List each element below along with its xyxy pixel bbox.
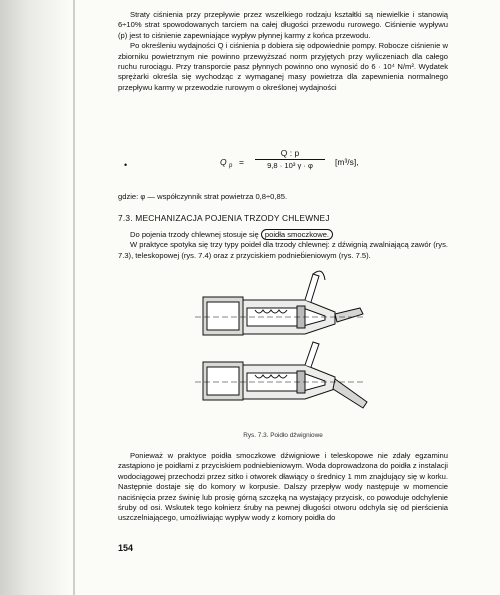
formula-lhs-subscript: p — [229, 163, 233, 169]
formula-equals: = — [239, 157, 244, 167]
formula-explanation: gdzie: φ — współczynnik strat powietrza 0,8÷0,85. — [118, 192, 288, 201]
paragraph-pump-selection: Po określeniu wydajności Q i ciśnienia p dobiera się odpowiednie pompy. Robocze ciśnienie w zbiorniku powietrznym nie powinno przewyższać norm przyjętych przy wyliczeniach dla całego ruchu rurociągu. Przy transporcie pasz płynnych powinno ono wynosić do 6 · 10⁴ N/m². Wydatek sprężarki określa się wychodząc z wymaganej masy powietrza dla zapewnienia normalnego przepływu karmy w przewodzie rurowym o określonej wydajności — [118, 41, 448, 92]
formula-fraction-bar — [255, 159, 325, 160]
lever-drinker-figure — [185, 262, 385, 432]
paragraph-pressure-loss: Straty ciśnienia przy przepływie przez wszelkiego rodzaju kształtki są niewielkie i stanowią 6÷10% strat spowodowanych tarciem na całej długości przewodu rurowego. Ciśnienie wypływu (p) jest to ciśnienie zapewniające wypływ płynnej karmy z końca przewodu. — [118, 10, 448, 40]
bottom-text-block — [118, 451, 448, 524]
bullet-mark: • — [124, 160, 128, 170]
book-spine-line — [73, 0, 75, 595]
formula-lhs: Q — [220, 157, 227, 167]
drinker-drawing-bottom — [195, 342, 367, 408]
section-intro-lead: Do pojenia trzody chlewnej stosuje się — [130, 230, 259, 239]
paragraph-palate-drinker: Ponieważ w praktyce poidła smoczkowe dźwigniowe i teleskopowe nie zdały egzaminu zastąpiono je poidłami z przyciskiem podniebieniowym. Woda doprowadzona do poidła z instalacji wodociągowej przechodzi przez sitko i otworek dławiący o średnicy 1 mm znajdujący się w korku. Następnie dostaje się do komory w korpusie. Dalszy przepływ wody następuje w momencie naciśnięcia przez świnię lub prosię górną szczęką na wystający przycisk, co powoduje odchylenie śruby od osi. Wskutek tego kołnierz śruby na pewnej długości otworu odchyla się od pierścienia uszczelniającego, umożliwiając wypływ wody z komory poidła do — [118, 451, 448, 523]
section-intro-text — [118, 230, 448, 261]
drinker-drawing-top — [195, 271, 365, 335]
section-heading: 7.3. MECHANIZACJA POJENIA TRZODY CHLEWNEJ — [118, 213, 330, 223]
formula-unit: [m³/s], — [335, 157, 359, 167]
figure-caption: Rys. 7.3. Poidło dźwigniowe — [243, 432, 323, 439]
section-intro-rest: W praktyce spotyka się trzy typy poideł dla trzody chlewnej: z dźwignią zwalniającą zawór (rys. 7.3), teleskopowej (rys. 7.4) oraz z przyciskiem podnieb́ieniowym (rys. 7.5). — [118, 240, 448, 260]
page-gutter-shadow — [0, 0, 70, 595]
top-text-block — [118, 10, 448, 93]
page-number: 154 — [118, 543, 134, 553]
formula-air-flow — [215, 148, 395, 176]
formula-denominator: 9,8 · 10³ γ · φ — [267, 161, 313, 170]
formula-numerator: Q : p — [280, 148, 300, 158]
circled-term: poidła smoczkowe. — [261, 229, 333, 240]
